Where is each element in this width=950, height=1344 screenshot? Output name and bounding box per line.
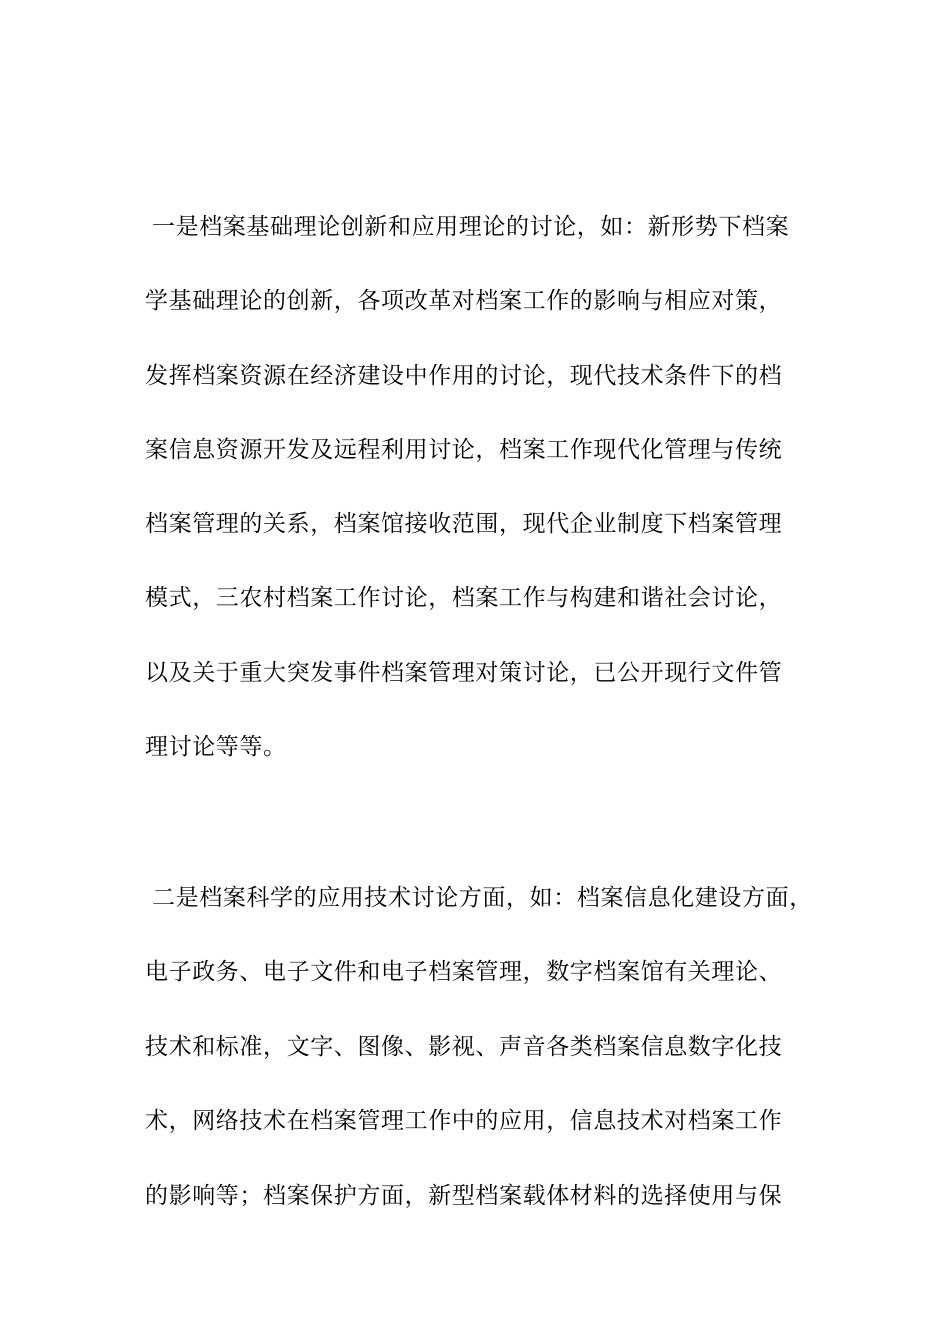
paragraph-1-line-2: 学基础理论的创新，各项改革对档案工作的影响与相应对策，	[145, 288, 783, 314]
paragraph-1-line-1: 一是档案基础理论创新和应用理论的讨论，如：新形势下档案	[152, 214, 790, 240]
paragraph-1-line-8: 理讨论等等。	[145, 734, 287, 760]
paragraph-1-line-7: 以及关于重大突发事件档案管理对策讨论，已公开现行文件管	[145, 660, 783, 686]
paragraph-2-line-2: 电子政务、电子文件和电子档案管理，数字档案馆有关理论、	[145, 959, 783, 985]
paragraph-1-line-6: 模式，三农村档案工作讨论，档案工作与构建和谐社会讨论，	[145, 585, 783, 611]
paragraph-2-line-5: 的影响等；档案保护方面，新型档案载体材料的选择使用与保	[145, 1183, 783, 1209]
paragraph-2-line-3: 技术和标准，文字、图像、影视、声音各类档案信息数字化技	[145, 1034, 783, 1060]
paragraph-1-line-3: 发挥档案资源在经济建设中作用的讨论，现代技术条件下的档	[145, 363, 783, 389]
paragraph-2-line-1: 二是档案科学的应用技术讨论方面，如：档案信息化建设方面，	[152, 885, 813, 911]
paragraph-2-line-4: 术，网络技术在档案管理工作中的应用，信息技术对档案工作	[145, 1108, 783, 1134]
paragraph-1-line-5: 档案管理的关系，档案馆接收范围，现代企业制度下档案管理	[145, 511, 783, 537]
paragraph-1-line-4: 案信息资源开发及远程利用讨论，档案工作现代化管理与传统	[145, 437, 783, 463]
